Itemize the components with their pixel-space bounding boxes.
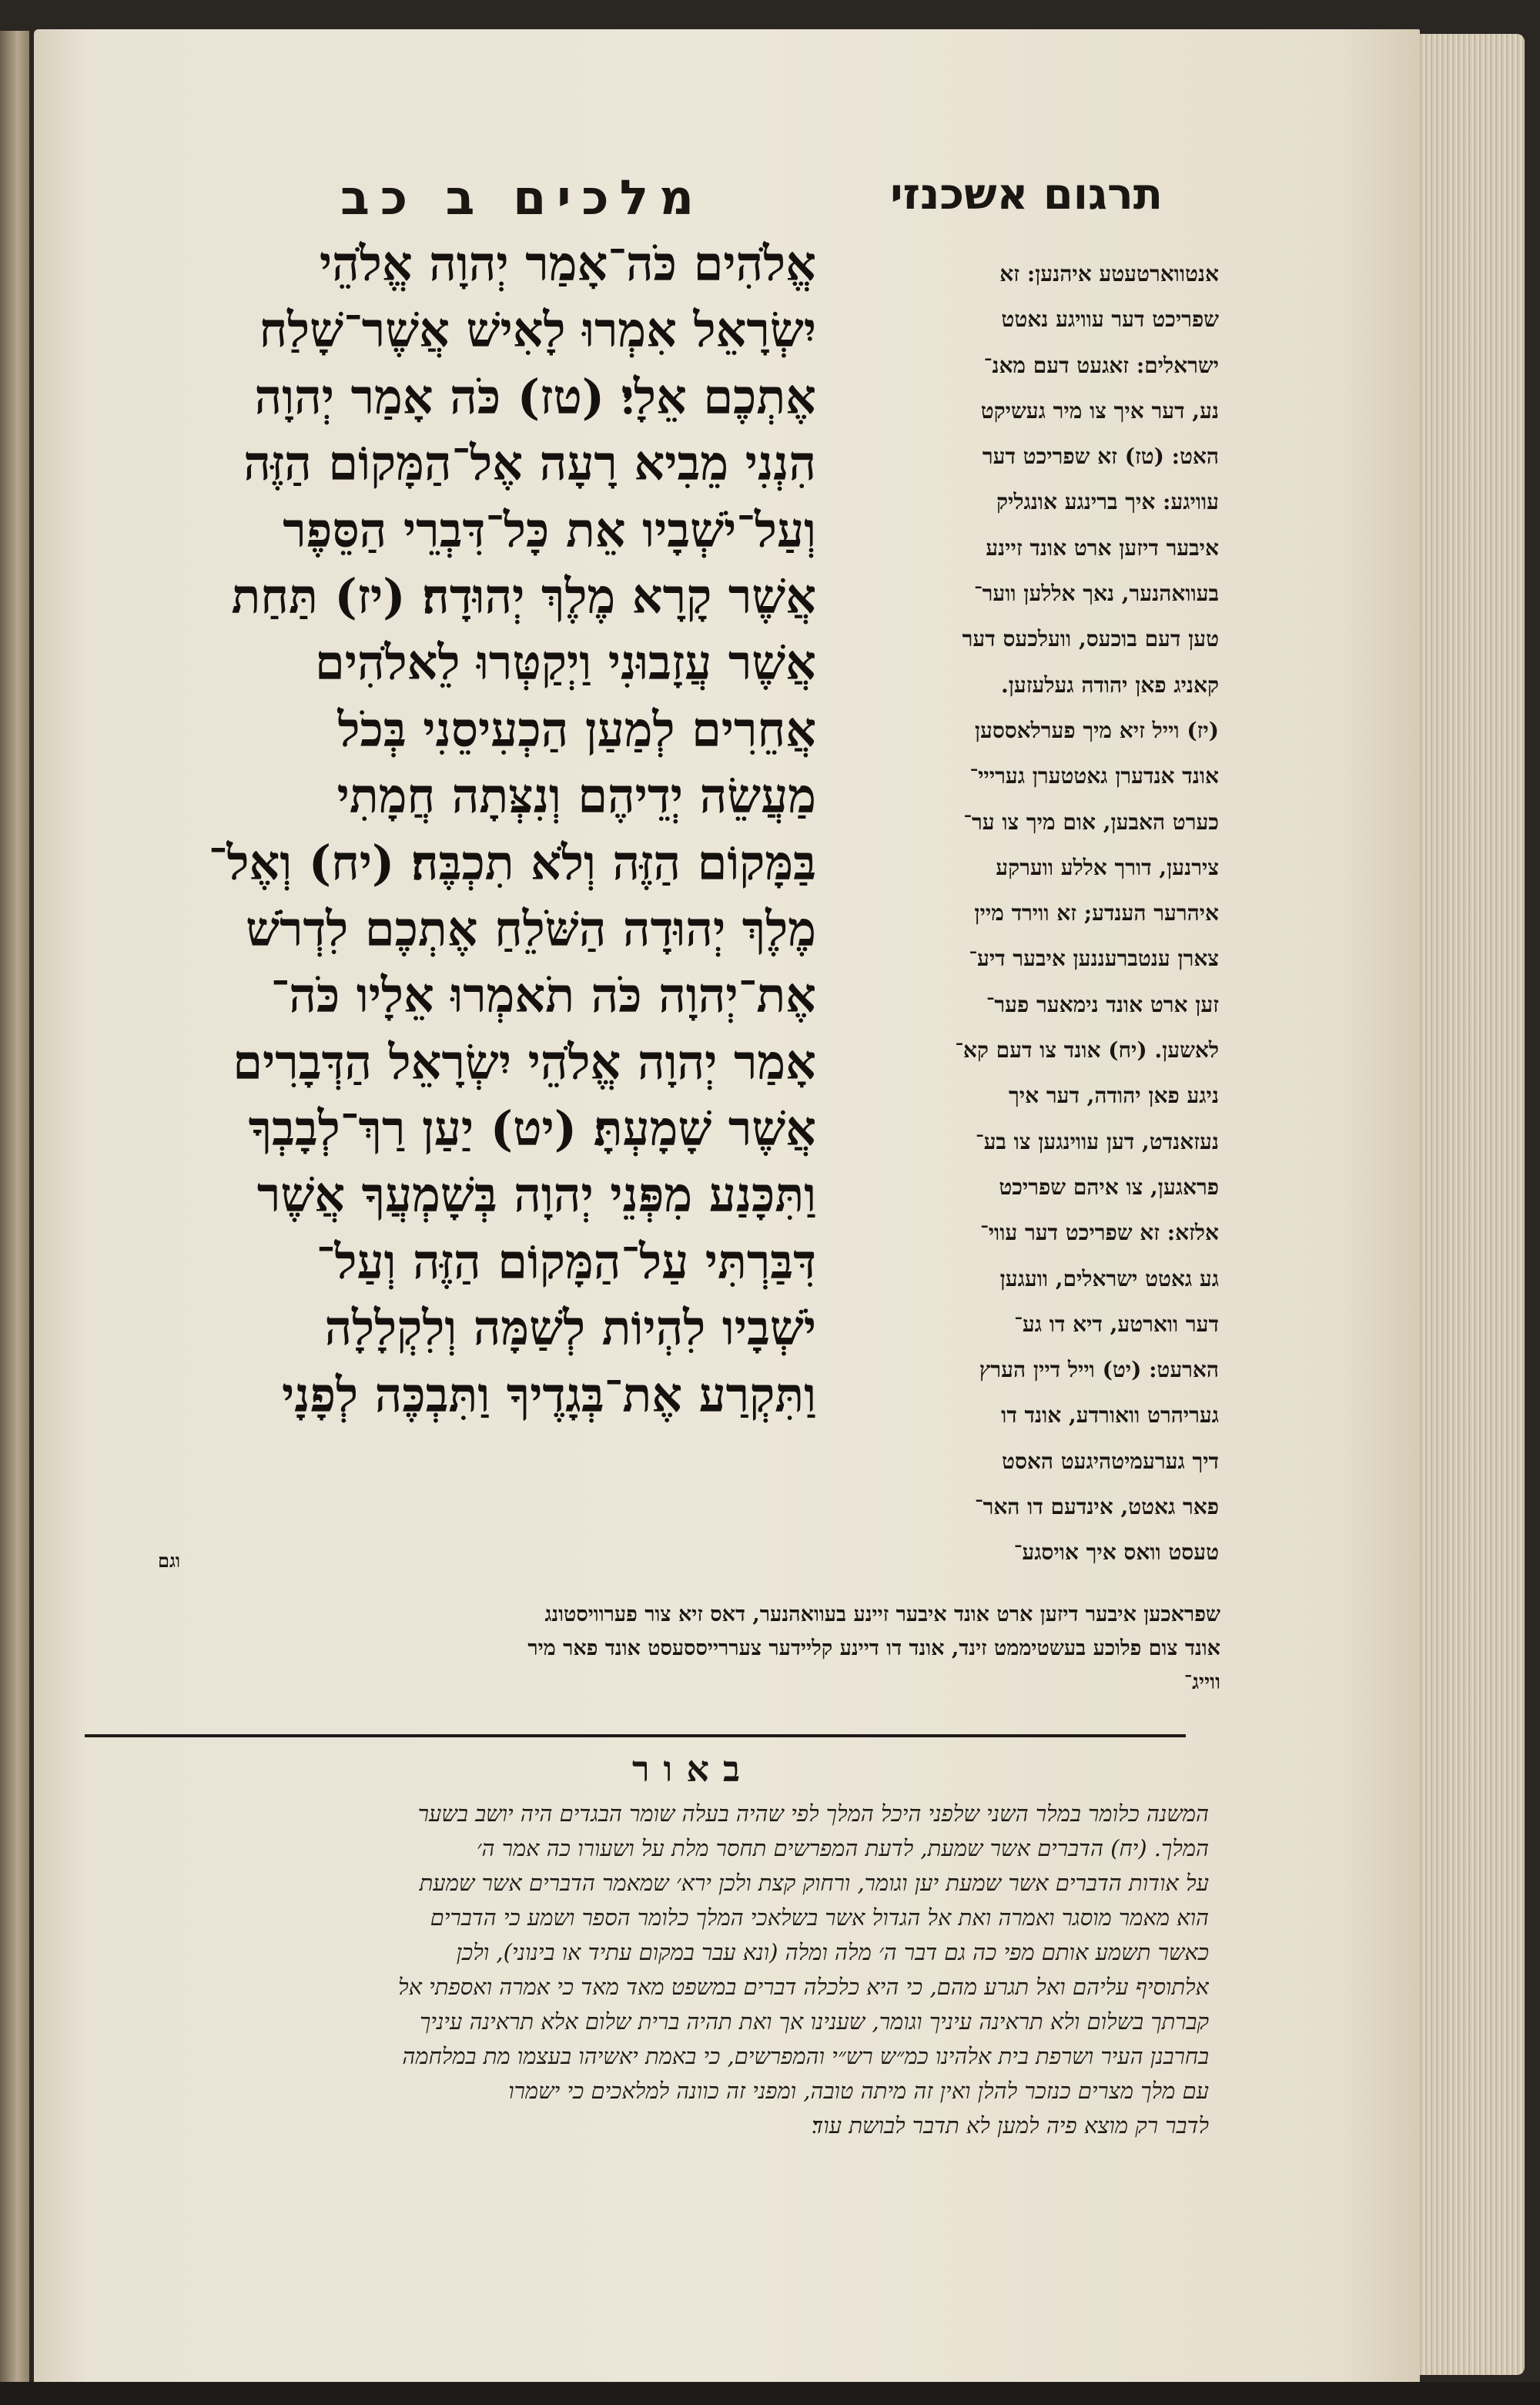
translation-line: געריהרט וואורדע, אונד דו — [1001, 1402, 1219, 1429]
translation-line: ניגע פאן יהודה, דער איך — [1009, 1083, 1219, 1109]
left-page-edge — [0, 31, 29, 2387]
translation-line: איבער דיזען ארט אונד זיינע — [986, 534, 1219, 561]
commentary-line: עם מלך מצרים כנזכר להלן ואין זה מיתה טובה, ומפני זה כוונה למלאכים כי ישמרו — [508, 2078, 1209, 2104]
translation-line: לאשען. (יח) אונד צו דעם קא־ — [955, 1037, 1219, 1063]
translation-line: פאר גאטט, אינדעם דו האר־ — [974, 1494, 1219, 1520]
commentary-line: לדבר רק מוצא פיה למען לא תדבר לבושת עוד׃ — [812, 2112, 1209, 2139]
background-shadow — [0, 2382, 1540, 2405]
running-head-book: מלכים ב כב — [340, 169, 705, 226]
commentary-line: הוא מאמר מוסגר ואמרה ואת אל הגדול אשר בשלאכי המלך כלומר הספר ושמע כי הדברים — [430, 1904, 1209, 1931]
translation-line: גע גאטט ישראלים, וועגען — [999, 1265, 1219, 1291]
hebrew-line: אָמַר יְהוָה אֱלֹהֵי יִשְׂרָאֵל הַדְּבָרִים — [233, 1033, 816, 1090]
translation-line: (יז) וייל זיא מיך פערלאססען — [974, 717, 1219, 743]
translation-wide-line: ווייג־ — [1183, 1670, 1220, 1694]
commentary-line: המשנה כלומר במלר השני שלפני היכל המלך לפי שהיה בעלה שומר הבגדים היה יושב בשער — [417, 1800, 1209, 1827]
commentary-line: על אודות הדברים אשר שמעת יען וגומר, ורחוק קצת ולכן ירא׳ שמאמר הדברים אשר שמעת — [419, 1870, 1209, 1896]
translation-line: נע, דער איך צו מיר געשיקט — [980, 397, 1219, 424]
translation-line: איהרער הענדע; זא ווירד מיין — [974, 900, 1219, 926]
running-head-translation: תרגום אשכנזי — [890, 169, 1163, 219]
translation-line: פראגען, צו איהם שפריכט — [999, 1174, 1219, 1200]
hebrew-line: וַתִּכָּנַע מִפְּנֵי יְהוָה בְּשָׁמְעֲךָ אֲשֶׁר — [256, 1167, 816, 1224]
hebrew-line: אֲחֵרִים לְמַעַן הַכְעִיסֵנִי בְּכֹל — [337, 701, 816, 758]
translation-line: כערט האבען, אום מיך צו ער־ — [963, 809, 1219, 835]
translation-line: בעוואהנער, נאך אללען ווער־ — [973, 581, 1219, 607]
translation-line: אלזא: זא שפריכט דער עווי־ — [979, 1220, 1219, 1246]
translation-wide-line: שפראכען איבער דיזען ארט אונד איבער זיינע בעוואהנער, דאס זיא צור פערוויסטונג — [544, 1603, 1220, 1626]
hebrew-line: אֲשֶׁר עֲזָבוּנִי וַיְקַטְּרוּ לֵאלֹהִים — [315, 635, 816, 692]
commentary-block — [77, 1797, 1209, 2143]
translation-wide-line: אונד צום פלוכע בעשטיממט זינד, אונד דו דיינע קליידער צעררייססעסט אונד פאר מיר — [527, 1636, 1220, 1660]
commentary-line: קברתך בשלום ולא תראינה עיניך וגומר, שענינו אך ואת תהיה ברית שלום אלא תראינה עיניך — [420, 2008, 1209, 2035]
hebrew-line: וְעַל־יֹשְׁבָיו אֵת כָּל־דִּבְרֵי הַסֵּפֶר — [283, 501, 816, 558]
hebrew-line: אֶת־יְהוָה כֹּה תֹאמְרוּ אֵלָיו כֹּה־ — [270, 967, 816, 1024]
hebrew-line: מֶלֶךְ יְהוּדָה הַשֹּׁלֵחַ אֶתְכֶם לִדְרֹשׁ — [246, 900, 816, 957]
translation-line: שפריכט דער עוויגע נאטט — [1001, 306, 1219, 333]
commentary-line: המלך. (יח) הדברים אשר שמעת, לדעת המפרשים תחסר מלת על ושעורו כה אמר ה׳ — [476, 1835, 1209, 1861]
commentary-line: אלתוסיף עליהם ואל תגרע מהם, כי היא כלכלה דברים במשפט מאד מאד כי אמרה ואספתי אל — [398, 1974, 1209, 2000]
commentary-line: כאשר תשמע אותם מפי כה גם דבר ה׳ מלה ומלה (ונא עבר במקום עתיד או בינוני), ולכן — [456, 1939, 1209, 1965]
hebrew-line: אֱלֹהִים כֹּה־אָמַר יְהוָה אֱלֹהֵי — [319, 236, 816, 292]
hebrew-line: הִנְנִי מֵבִיא רָעָה אֶל־הַמָּקוֹם הַזֶּה — [243, 435, 816, 492]
hebrew-line: אֲשֶׁר קָרָא מֶלֶךְ יְהוּדָה׃ (יז) תַּחַת — [231, 568, 816, 625]
hebrew-line: וַתִּקְרַע אֶת־בְּגָדֶיךָ וַתִּבְכֶּה לְפָנָי — [281, 1366, 816, 1423]
translation-line: ישראלים: זאגעט דעם מאנ־ — [983, 352, 1219, 378]
hebrew-line: יֹשְׁבָיו לִהְיוֹת לְשַׁמָּה וְלִקְלָלָה — [324, 1300, 816, 1357]
section-divider — [85, 1734, 1186, 1737]
translation-line: נעזאנדט, דען עווינגען צו בע־ — [975, 1128, 1219, 1154]
hebrew-line: בַּמָּקוֹם הַזֶּה וְלֹא תִכְבֶּה׃ (יח) וְאֶל־ — [208, 834, 816, 891]
translation-line: צירנען, דורך אללע ווערקע — [996, 854, 1219, 880]
translation-line: אונד אנדערן גאטטערן גערייי־ — [969, 763, 1219, 789]
translation-line: דיך גערעמיטהיגעט האסט — [1002, 1448, 1219, 1474]
translation-line: טען דעם בוכעס, וועלכעס דער — [962, 626, 1219, 652]
hebrew-line: אֶתְכֶם אֵלָי׃ (טז) כֹּה אָמַר יְהוָה — [254, 368, 816, 425]
hebrew-text-column — [77, 231, 816, 1429]
translation-continuation — [81, 1598, 1220, 1700]
hebrew-line: יִשְׂרָאֵל אִמְרוּ לָאִישׁ אֲשֶׁר־שָׁלַח — [259, 302, 816, 359]
hebrew-line: דִּבַּרְתִּי עַל־הַמָּקוֹם הַזֶּה וְעַל־ — [316, 1233, 816, 1290]
translation-column — [835, 251, 1219, 1576]
commentary-line: בחרבנן העיר ושרפת בית אלהינו כמ״ש רש״י והמפרשים, כי באמת יאשיהו בעצמו מת במלחמה — [402, 2043, 1209, 2069]
translation-line: צארן ענטברעננען איבער דיע־ — [969, 946, 1219, 972]
translation-line: טעסט וואס איך אויסגע־ — [1013, 1539, 1219, 1566]
translation-line: הארעט: (יט) וייל דיין הערץ — [979, 1357, 1219, 1383]
translation-line: דער ווארטע, דיא דו גע־ — [1014, 1311, 1219, 1337]
translation-line: זען ארט אונד נימאער פער־ — [986, 991, 1219, 1017]
translation-line: אנטווארטעטע איהנען: זא — [999, 261, 1219, 286]
hebrew-line: מַעֲשֵׂה יְדֵיהֶם וְנִצְּתָה חֲמָתִי — [336, 768, 816, 825]
translation-line: האט: (טז) זא שפריכט דער — [982, 444, 1219, 470]
translation-line: קאניג פאן יהודה געלעזען. — [1001, 672, 1219, 698]
hebrew-line: אֲשֶׁר שָׁמָעְתָּ׃ (יט) יַעַן רַךְ־לְבָבְךָ — [248, 1100, 816, 1157]
page-stack-edge — [1417, 34, 1525, 2375]
catchword: וגם — [158, 1549, 181, 1572]
commentary-heading: באור — [631, 1748, 755, 1790]
translation-line: עוויגע: איך ברינגע אונגליק — [996, 489, 1219, 515]
